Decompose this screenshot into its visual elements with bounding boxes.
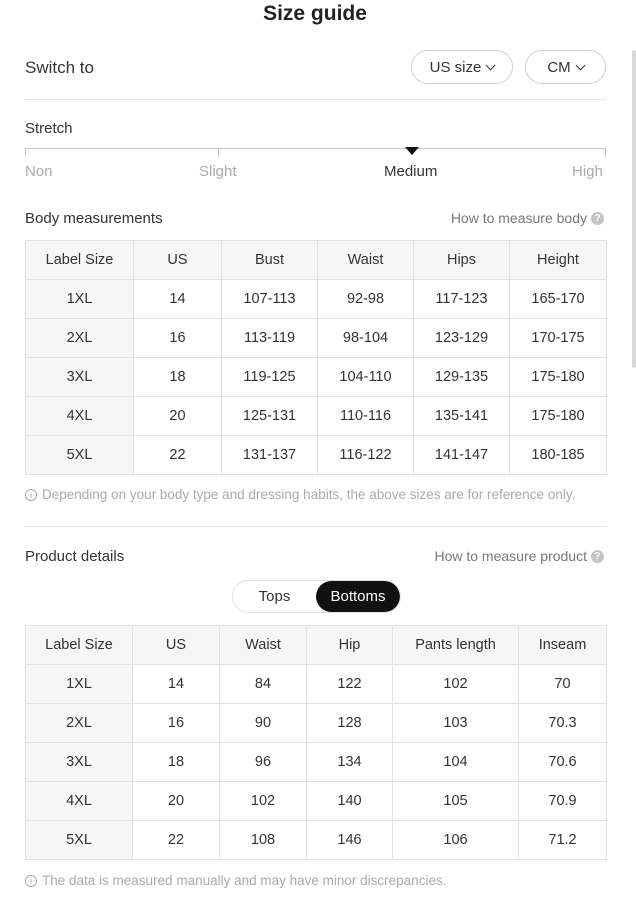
size-label-cell: 2XL	[26, 704, 133, 743]
table-row	[26, 704, 607, 743]
stretch-level-non: Non	[25, 163, 53, 180]
table-cell: 103	[393, 704, 519, 743]
table-cell: 122	[307, 665, 393, 704]
divider	[25, 99, 606, 100]
triangle-down-icon	[405, 147, 419, 155]
table-cell: 116-122	[318, 436, 414, 475]
table-cell: 14	[134, 280, 222, 319]
table-row	[26, 280, 607, 319]
size-label-cell: 4XL	[26, 782, 133, 821]
table-row	[26, 821, 607, 860]
table-cell: 123-129	[414, 319, 510, 358]
stretch-level-high: High	[572, 163, 603, 180]
table-cell: 180-185	[510, 436, 607, 475]
table-cell: 106	[393, 821, 519, 860]
info-circle-icon: i	[25, 489, 37, 501]
column-header: Hip	[307, 626, 393, 665]
table-row	[26, 743, 607, 782]
table-cell: 16	[133, 704, 220, 743]
stretch-level-slight: Slight	[199, 163, 237, 180]
table-cell: 107-113	[222, 280, 318, 319]
table-row	[26, 397, 607, 436]
chevron-down-icon	[486, 60, 496, 70]
question-circle-icon: ?	[591, 550, 604, 563]
table-cell: 96	[220, 743, 307, 782]
body-note-text: Depending on your body type and dressing habits, the above sizes are for reference only.	[42, 487, 576, 502]
table-cell: 165-170	[510, 280, 607, 319]
column-header: US	[134, 241, 222, 280]
tab-tops[interactable]: Tops	[258, 588, 291, 605]
table-cell: 134	[307, 743, 393, 782]
table-cell: 175-180	[510, 397, 607, 436]
switch-row	[25, 50, 606, 84]
table-cell: 128	[307, 704, 393, 743]
table-cell: 105	[393, 782, 519, 821]
table-cell: 129-135	[414, 358, 510, 397]
table-cell: 18	[134, 358, 222, 397]
stretch-title: Stretch	[25, 120, 73, 137]
table-cell: 92-98	[318, 280, 414, 319]
product-details-table	[25, 625, 607, 860]
body-note	[25, 487, 575, 502]
table-cell: 70.6	[519, 743, 607, 782]
table-cell: 119-125	[222, 358, 318, 397]
size-label-cell: 5XL	[26, 821, 133, 860]
stretch-tick	[218, 148, 219, 157]
column-header: Label Size	[26, 241, 134, 280]
size-label-cell: 3XL	[26, 743, 133, 782]
table-row	[26, 782, 607, 821]
how-to-measure-product-label: How to measure product	[434, 548, 587, 564]
divider	[25, 526, 606, 527]
table-cell: 70	[519, 665, 607, 704]
table-cell: 102	[220, 782, 307, 821]
table-cell: 102	[393, 665, 519, 704]
table-row	[26, 358, 607, 397]
table-cell: 141-147	[414, 436, 510, 475]
table-cell: 18	[133, 743, 220, 782]
product-details-title: Product details	[25, 548, 125, 565]
column-header: US	[133, 626, 220, 665]
page-title: Size guide	[263, 2, 367, 25]
table-cell: 110-116	[318, 397, 414, 436]
how-to-measure-product-link[interactable]	[434, 548, 604, 564]
table-cell: 70.9	[519, 782, 607, 821]
chevron-down-icon	[575, 60, 585, 70]
table-cell: 20	[133, 782, 220, 821]
table-row	[26, 665, 607, 704]
table-cell: 104-110	[318, 358, 414, 397]
size-label-cell: 1XL	[26, 665, 133, 704]
table-cell: 104	[393, 743, 519, 782]
unit-value: CM	[547, 58, 571, 76]
body-measurements-table	[25, 240, 607, 475]
size-label-cell: 1XL	[26, 280, 134, 319]
table-cell: 175-180	[510, 358, 607, 397]
garment-type-toggle[interactable]	[232, 580, 401, 613]
table-cell: 125-131	[222, 397, 318, 436]
table-cell: 70.3	[519, 704, 607, 743]
table-cell: 22	[134, 436, 222, 475]
how-to-measure-body-label: How to measure body	[450, 210, 587, 226]
switch-label: Switch to	[25, 58, 94, 77]
table-header-row	[26, 626, 607, 665]
size-label-cell: 5XL	[26, 436, 134, 475]
table-cell: 117-123	[414, 280, 510, 319]
info-circle-icon: i	[25, 875, 37, 887]
table-cell: 20	[134, 397, 222, 436]
size-system-dropdown[interactable]	[411, 50, 513, 84]
table-cell: 140	[307, 782, 393, 821]
table-cell: 14	[133, 665, 220, 704]
stretch-track	[25, 148, 606, 149]
table-row	[26, 319, 607, 358]
column-header: Waist	[318, 241, 414, 280]
column-header: Hips	[414, 241, 510, 280]
stretch-tick	[605, 148, 606, 157]
product-note	[25, 873, 446, 888]
column-header: Waist	[220, 626, 307, 665]
column-header: Inseam	[519, 626, 607, 665]
table-cell: 135-141	[414, 397, 510, 436]
tab-bottoms[interactable]: Bottoms	[316, 581, 400, 612]
table-cell: 113-119	[222, 319, 318, 358]
column-header: Label Size	[26, 626, 133, 665]
table-cell: 90	[220, 704, 307, 743]
scrollbar[interactable]	[632, 50, 636, 368]
table-cell: 71.2	[519, 821, 607, 860]
column-header: Pants length	[393, 626, 519, 665]
how-to-measure-body-link[interactable]	[451, 210, 604, 226]
table-cell: 131-137	[222, 436, 318, 475]
column-header: Bust	[222, 241, 318, 280]
table-cell: 108	[220, 821, 307, 860]
table-cell: 146	[307, 821, 393, 860]
size-label-cell: 4XL	[26, 397, 134, 436]
table-cell: 84	[220, 665, 307, 704]
table-cell: 98-104	[318, 319, 414, 358]
unit-dropdown[interactable]	[525, 50, 606, 84]
table-header-row	[26, 241, 607, 280]
table-cell: 170-175	[510, 319, 607, 358]
size-system-value: US size	[429, 58, 482, 76]
table-cell: 22	[133, 821, 220, 860]
question-circle-icon: ?	[591, 212, 604, 225]
product-note-text: The data is measured manually and may have minor discrepancies.	[42, 873, 447, 888]
size-label-cell: 2XL	[26, 319, 134, 358]
table-cell: 16	[134, 319, 222, 358]
stretch-tick	[25, 148, 26, 157]
column-header: Height	[510, 241, 607, 280]
size-label-cell: 3XL	[26, 358, 134, 397]
table-row	[26, 436, 607, 475]
stretch-level-medium: Medium	[384, 163, 438, 180]
body-measurements-title: Body measurements	[25, 210, 163, 227]
